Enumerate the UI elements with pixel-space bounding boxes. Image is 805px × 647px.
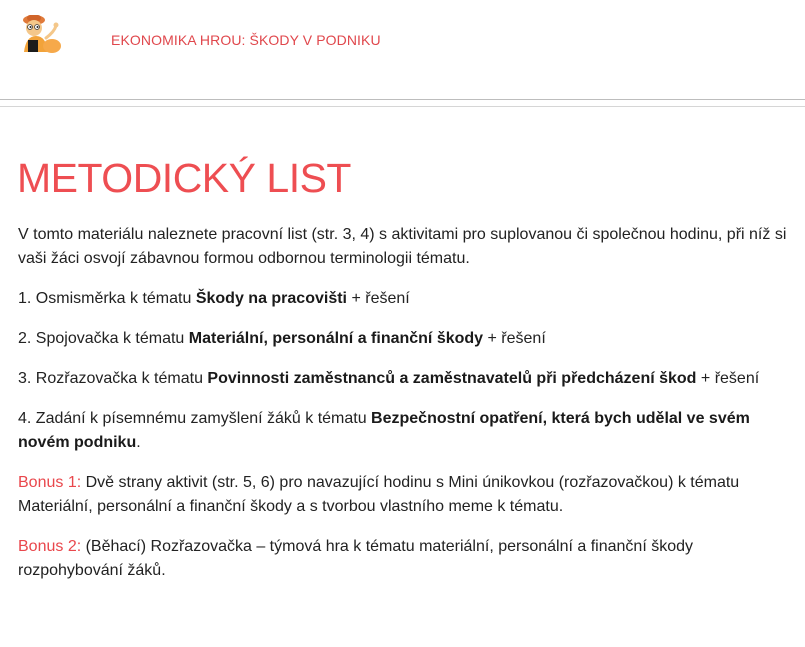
header-divider — [0, 99, 805, 100]
list-item-topic: Povinnosti zaměstnanců a zaměstnavatelů při předcházení škod — [207, 370, 697, 387]
list-item — [18, 327, 788, 351]
list-item — [18, 287, 788, 311]
list-item-suffix: . — [136, 434, 141, 451]
list-item-topic: Materiální, personální a finanční škody — [188, 330, 484, 347]
list-item-suffix: + řešení — [347, 290, 410, 307]
list-item-suffix: + řešení — [483, 330, 546, 347]
bonus-text: (Běhací) Rozřazovačka – týmová hra k tématu materiální, personální a finanční škody rozpohybování žáků. — [18, 538, 693, 579]
cartoon-character-logo-icon — [16, 12, 62, 54]
document-body — [18, 223, 788, 599]
header-divider-secondary — [0, 106, 805, 107]
list-item-prefix: 3. Rozřazovačka k tématu — [18, 370, 208, 387]
list-item-prefix: 2. Spojovačka k tématu — [18, 330, 189, 347]
page-title: METODICKÝ LIST — [17, 155, 351, 201]
bonus-paragraph — [18, 535, 788, 583]
list-item-prefix: 1. Osmisměrka k tématu — [18, 290, 196, 307]
header-title: EKONOMIKA HROU: ŠKODY V PODNIKU — [111, 32, 381, 48]
intro-paragraph: V tomto materiálu naleznete pracovní list (str. 3, 4) s aktivitami pro suplovanou či společnou hodinu, při níž si vaši žáci osvojí zábavnou formou odbornou terminologii tématu. — [18, 226, 787, 267]
list-item — [18, 407, 788, 455]
page-header — [0, 0, 805, 100]
list-item-suffix: + řešení — [696, 370, 760, 387]
bonus-text: Dvě strany aktivit (str. 5, 6) pro navazující hodinu s Mini únikovkou (rozřazovačkou) k tématu Materiální, personální a finanční škody a s tvorbou vlastního meme k tématu. — [18, 474, 740, 515]
list-item-topic: Škody na pracovišti — [195, 290, 347, 307]
list-item — [18, 367, 788, 391]
bonus-label: Bonus 2: — [18, 538, 82, 555]
bonus-label: Bonus 1: — [18, 474, 82, 491]
bonus-paragraph — [18, 471, 788, 519]
list-item-topic: Bezpečnostní opatření, která bych udělal ve svém novém podniku — [18, 410, 750, 451]
list-item-prefix: 4. Zadání k písemnému zamyšlení žáků k tématu — [18, 410, 372, 427]
